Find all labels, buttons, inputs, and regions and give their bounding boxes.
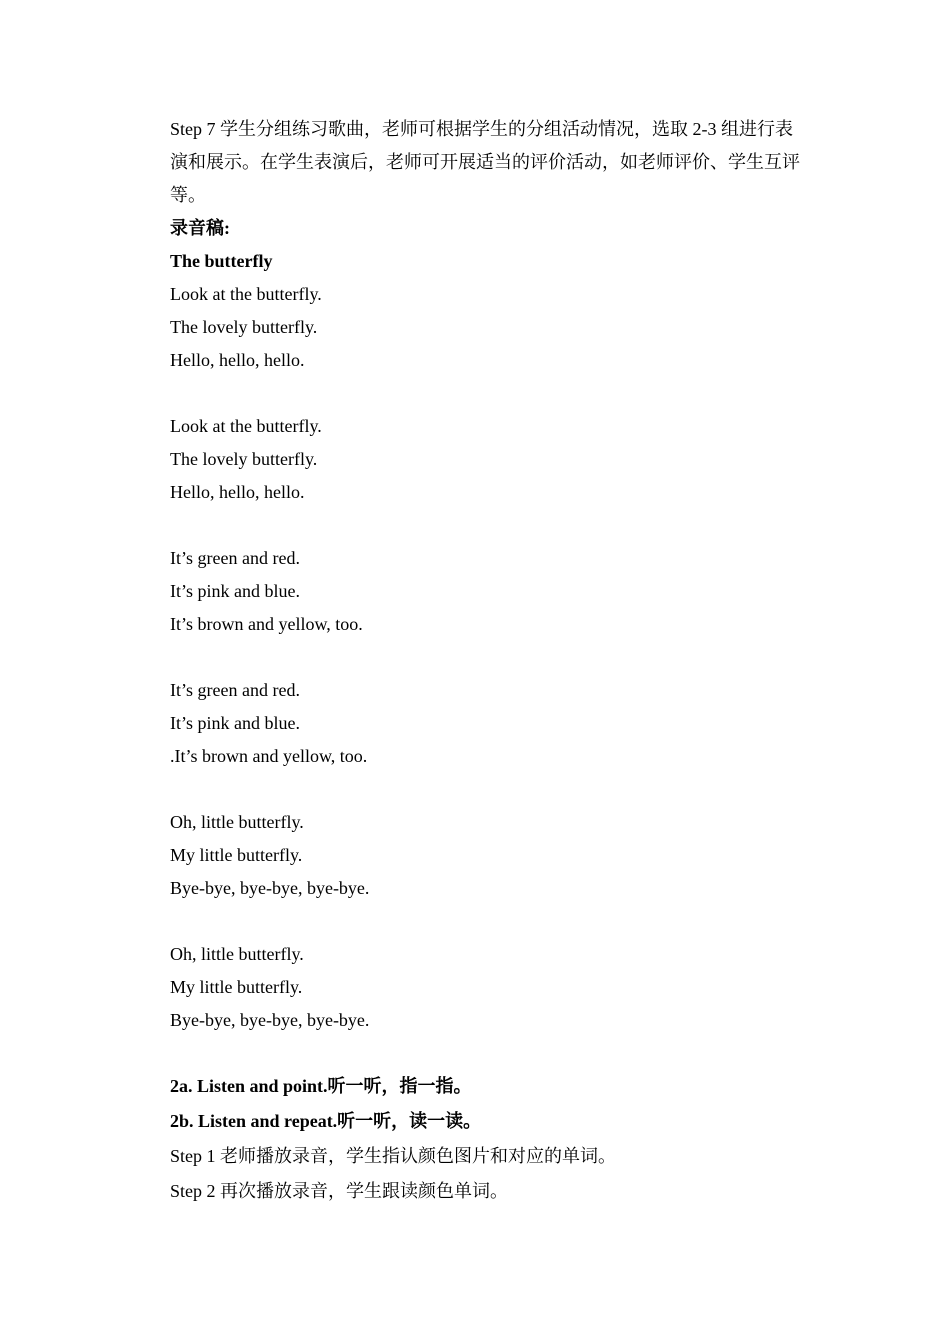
lyric-line: It’s green and red.: [170, 680, 300, 700]
stanza-6: [170, 938, 810, 1037]
step1-line: Step 1 老师播放录音，学生指认颜色图片和对应的单词。: [170, 1146, 616, 1166]
lyric-line: Hello, hello, hello.: [170, 482, 305, 502]
lyric-line: The lovely butterfly.: [170, 317, 318, 337]
step2-line: Step 2 再次播放录音，学生跟读颜色单词。: [170, 1181, 508, 1201]
lyric-line: It’s pink and blue.: [170, 581, 300, 601]
lyric-line: Look at the butterfly.: [170, 284, 322, 304]
lyric-line: Hello, hello, hello.: [170, 350, 305, 370]
song-title: The butterfly: [170, 251, 273, 271]
document-page: [170, 113, 810, 1208]
lyric-line: My little butterfly.: [170, 845, 303, 865]
lyric-line: Bye-bye, bye-bye, bye-bye.: [170, 1010, 370, 1030]
lyric-line: The lovely butterfly.: [170, 449, 318, 469]
stanza-5: [170, 806, 810, 905]
blank-line: [170, 1037, 810, 1070]
stanza-1: [170, 278, 810, 377]
stanza-2: [170, 410, 810, 509]
stanza-3: [170, 542, 810, 641]
lyric-line: Bye-bye, bye-bye, bye-bye.: [170, 878, 370, 898]
task-2b-heading: 2b. Listen and repeat.听一听，读一读。: [170, 1111, 482, 1131]
lyric-line: My little butterfly.: [170, 977, 303, 997]
task-2a-heading: 2a. Listen and point.听一听，指一指。: [170, 1076, 472, 1096]
blank-line: [170, 509, 810, 542]
lyric-line: Look at the butterfly.: [170, 416, 322, 436]
lyric-line: It’s pink and blue.: [170, 713, 300, 733]
lyric-line: It’s green and red.: [170, 548, 300, 568]
lyric-line: .It’s brown and yellow, too.: [170, 746, 368, 766]
lyric-line: Oh, little butterfly.: [170, 812, 304, 832]
lyric-line: It’s brown and yellow, too.: [170, 614, 363, 634]
stanza-4: [170, 674, 810, 773]
transcript-label: 录音稿:: [170, 218, 230, 238]
blank-line: [170, 773, 810, 806]
step7-paragraph: Step 7 学生分组练习歌曲，老师可根据学生的分组活动情况，选取 2-3 组进行表演和展示。在学生表演后，老师可开展适当的评价活动，如老师评价、学生互评等。: [170, 119, 800, 205]
blank-line: [170, 641, 810, 674]
blank-line: [170, 905, 810, 938]
blank-line: [170, 377, 810, 410]
lyric-line: Oh, little butterfly.: [170, 944, 304, 964]
